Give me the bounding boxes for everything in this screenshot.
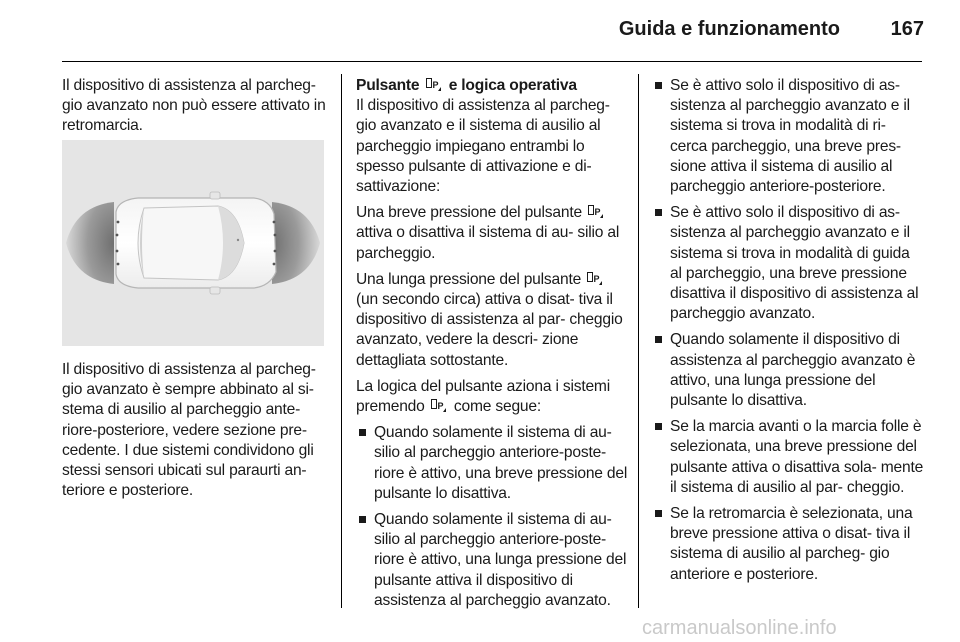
car-top-view-illustration [62, 140, 324, 346]
system-description-paragraph: Il dispositivo di assistenza al parcheg- gio avanzato è sempre abbinato al si- stema di ausilio al parcheggio ante- riore-posteriore, vedere sezione pre- cedente. I due sistemi condividono gli stessi sensori ubicati sul paraurti an- teriore e posteriore. [62, 361, 316, 500]
right-mirror [210, 287, 220, 294]
parking-assist-button-icon [587, 272, 603, 286]
parking-sensor-figure [62, 140, 324, 346]
logic-paragraph: La logica del pulsante aziona i sistemi premendo P come segue: [356, 377, 610, 416]
svg-text:P: P [593, 273, 600, 284]
section-heading: Pulsante P e logica operativa [356, 77, 577, 94]
square-bullet-icon [359, 429, 366, 436]
column-divider-right [638, 74, 639, 608]
middle-column [356, 76, 628, 617]
svg-text:P: P [437, 401, 444, 412]
square-bullet-icon [655, 336, 662, 343]
buttons-intro-paragraph: Il dispositivo di assistenza al parcheg- gio avanzato e il sistema di ausilio al parcheggio impiegano entrambi lo spesso pulsante di attivazione e di- sattivazione: [356, 97, 610, 196]
list-item: Se la marcia avanti o la marcia folle è selezionata, una breve pressione del pulsante attiva o disattiva sola- mente il sistema di ausilio al par- cheggio. [652, 417, 924, 498]
list-item: Se la retromarcia è selezionata, una breve pressione attiva o disat- tiva il sistema di ausilio al parcheg- gio anteriore e posteriore. [652, 504, 924, 585]
short-press-paragraph: Una breve pressione del pulsante P attiva o disattiva il sistema di au- silio al parcheggio. [356, 204, 620, 262]
square-bullet-icon [655, 510, 662, 517]
list-item: Se è attivo solo il dispositivo di as- sistenza al parcheggio avanzato e il sistema si trova in modalità di guida al parcheggio, una breve pressione disattiva il dispositivo di assistenza al parcheggio avanzato. [652, 203, 924, 324]
watermark: carmanualsonline.info [642, 617, 837, 639]
list-item: Se è attivo solo il dispositivo di as- sistenza al parcheggio avanzato e il sistema si trova in modalità di ri- cerca parcheggio, una breve pres- sione attiva il sistema di ausilio al parcheggio anteriore-posteriore. [652, 76, 924, 197]
square-bullet-icon [655, 82, 662, 89]
list-item: Quando solamente il dispositivo di assistenza al parcheggio avanzato è attivo, una lunga pressione del pulsante lo disattiva. [652, 330, 924, 411]
page-number: 167 [890, 18, 924, 40]
front-sensor-zone [272, 202, 320, 284]
page-title: Guida e funzionamento [618, 18, 840, 40]
square-bullet-icon [655, 209, 662, 216]
parking-assist-button-icon [426, 78, 442, 92]
left-column [62, 76, 328, 143]
square-bullet-icon [359, 516, 366, 523]
column-divider-left [341, 74, 342, 608]
long-press-paragraph: Una lunga pressione del pulsante P (un secondo circa) attiva o disat- tiva il dispositivo di assistenza al par- cheggio avanzato, vedere la descri- zione dettagliata sottostante. [356, 270, 623, 369]
left-mirror [210, 192, 220, 199]
svg-text:P: P [594, 207, 601, 218]
square-bullet-icon [655, 423, 662, 430]
antenna-dot [237, 239, 239, 241]
list-item: Quando solamente il sistema di au- silio al parcheggio anteriore-poste- riore è attivo, una breve pressione del pulsante lo disattiva. [356, 423, 628, 504]
parking-assist-button-icon [588, 205, 604, 219]
parking-assist-button-icon [431, 399, 447, 413]
header-rule [62, 61, 922, 62]
left-column-lower [62, 360, 328, 507]
svg-text:P: P [432, 80, 438, 90]
list-item: Quando solamente il sistema di au- silio al parcheggio anteriore-poste- riore è attivo, una lunga pressione del pulsante attiva il dispositivo di assistenza al parcheggio avanzato. [356, 510, 628, 611]
rear-sensor-zone [66, 202, 114, 284]
intro-paragraph: Il dispositivo di assistenza al parcheg- gio avanzato non può essere attivato in retromarcia. [62, 77, 326, 135]
right-column [652, 76, 924, 591]
